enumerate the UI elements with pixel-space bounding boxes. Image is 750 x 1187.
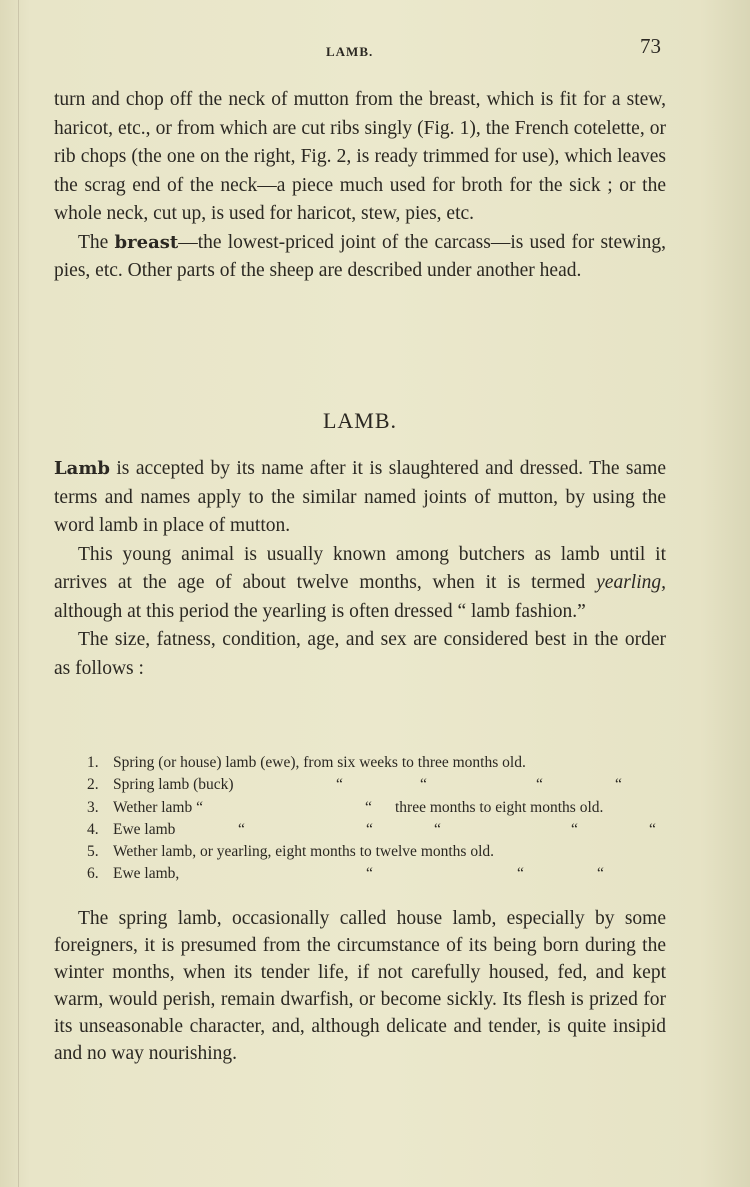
ditto-mark: “ — [365, 798, 372, 816]
list-item-text: Spring (or house) lamb (ewe), from six weeks to three months old. — [113, 754, 526, 771]
breast-rest: —the lowest-priced joint of the carcass—is used for stewing, pies, etc. Other parts of the sheep are described under another head. — [54, 231, 666, 281]
mutton-text-block — [54, 86, 666, 286]
ditto-mark: “ — [420, 776, 427, 794]
paragraph-order: The size, fatness, condition, age, and sex are considered best in the order as follows : — [54, 629, 666, 679]
list-item-number: 5. — [87, 843, 99, 861]
paragraph-mutton-neck: turn and chop off the neck of mutton from the breast, which is fit for a stew, haricot, etc., or from which are cut ribs singly (Fig. 1), the French cotelette, or rib chops (the one on the right, Fig. 2, is ready trimmed for use), which leaves the scrag end of the neck—a piece much used for broth for the sick ; or the whole neck, cut up, is used for haricot, stew, pies, etc. — [54, 89, 666, 224]
ditto-mark: “ — [434, 820, 441, 838]
running-title: LAMB. — [326, 44, 374, 59]
breast-term: breast — [114, 231, 179, 253]
ditto-mark: “ — [517, 865, 524, 883]
list-item-number: 1. — [87, 754, 99, 771]
paragraph-spring-lamb: The spring lamb, occasionally called house lamb, especially by some foreigners, it is presumed from the circumstance of its being born during the winter months, when its tender life, if not carefully housed, fed, and kept warm, would perish, remain dwarfish, or become sickly. Its flesh is prized for its unseasonable character, and, although delicate and tender, is quite insipid and no way nourishing. — [54, 908, 666, 1064]
young-after: although at this period the yearling is often dressed “ lamb fashion.” — [54, 600, 586, 622]
list-item — [87, 841, 677, 863]
list-item — [87, 797, 677, 819]
ditto-mark: “ — [366, 820, 373, 838]
paragraph-breast — [54, 229, 666, 286]
spring-lamb-text-block — [54, 905, 666, 1067]
ditto-mark: “ — [336, 776, 343, 794]
ditto-mark: “ — [649, 820, 656, 838]
breast-lead: The — [78, 231, 115, 253]
ditto-mark: “ — [366, 865, 373, 883]
list-item — [87, 774, 677, 796]
list-item-text: Spring lamb (buck) — [113, 776, 234, 794]
paragraph-young-animal — [54, 541, 666, 627]
lamb-text-block — [54, 455, 666, 683]
list-item-text: Ewe lamb, — [113, 865, 180, 883]
young-before: This young animal is usually known among butchers as lamb until it arrives at the age of about twelve months, when it is termed — [54, 543, 666, 593]
list-item-text: Wether lamb, or yearling, eight months to twelve months old. — [113, 843, 495, 861]
list-item-text: Wether lamb “ — [113, 798, 203, 816]
ditto-mark: “ — [615, 776, 622, 794]
page-header — [0, 34, 750, 64]
lamb-order-list — [87, 752, 677, 886]
ditto-mark: “ — [238, 820, 245, 838]
page-number: 73 — [640, 34, 661, 58]
list-item-number: 2. — [87, 776, 99, 794]
list-item-number: 4. — [87, 820, 99, 838]
young-italic: yearling, — [596, 572, 666, 593]
binding-edge — [18, 0, 19, 1187]
list-item-number: 6. — [87, 865, 99, 883]
ditto-mark: “ — [536, 776, 543, 794]
ditto-mark: “ — [597, 865, 604, 883]
list-item — [87, 819, 677, 841]
section-heading-lamb: LAMB. — [322, 408, 398, 433]
list-item-tail: three months to eight months old. — [395, 798, 604, 816]
list-item-number: 3. — [87, 798, 99, 816]
ditto-mark: “ — [571, 820, 578, 838]
list-item — [87, 752, 677, 774]
lamb-term: Lamb — [54, 458, 110, 479]
list-item-text: Ewe lamb — [113, 820, 176, 838]
list-item — [87, 863, 677, 885]
paragraph-lamb-definition — [54, 455, 666, 541]
lamb-rest: is accepted by its name after it is slaughtered and dressed. The same terms and names apply to the similar named joints of mutton, by using the word lamb in place of mutton. — [54, 458, 666, 536]
